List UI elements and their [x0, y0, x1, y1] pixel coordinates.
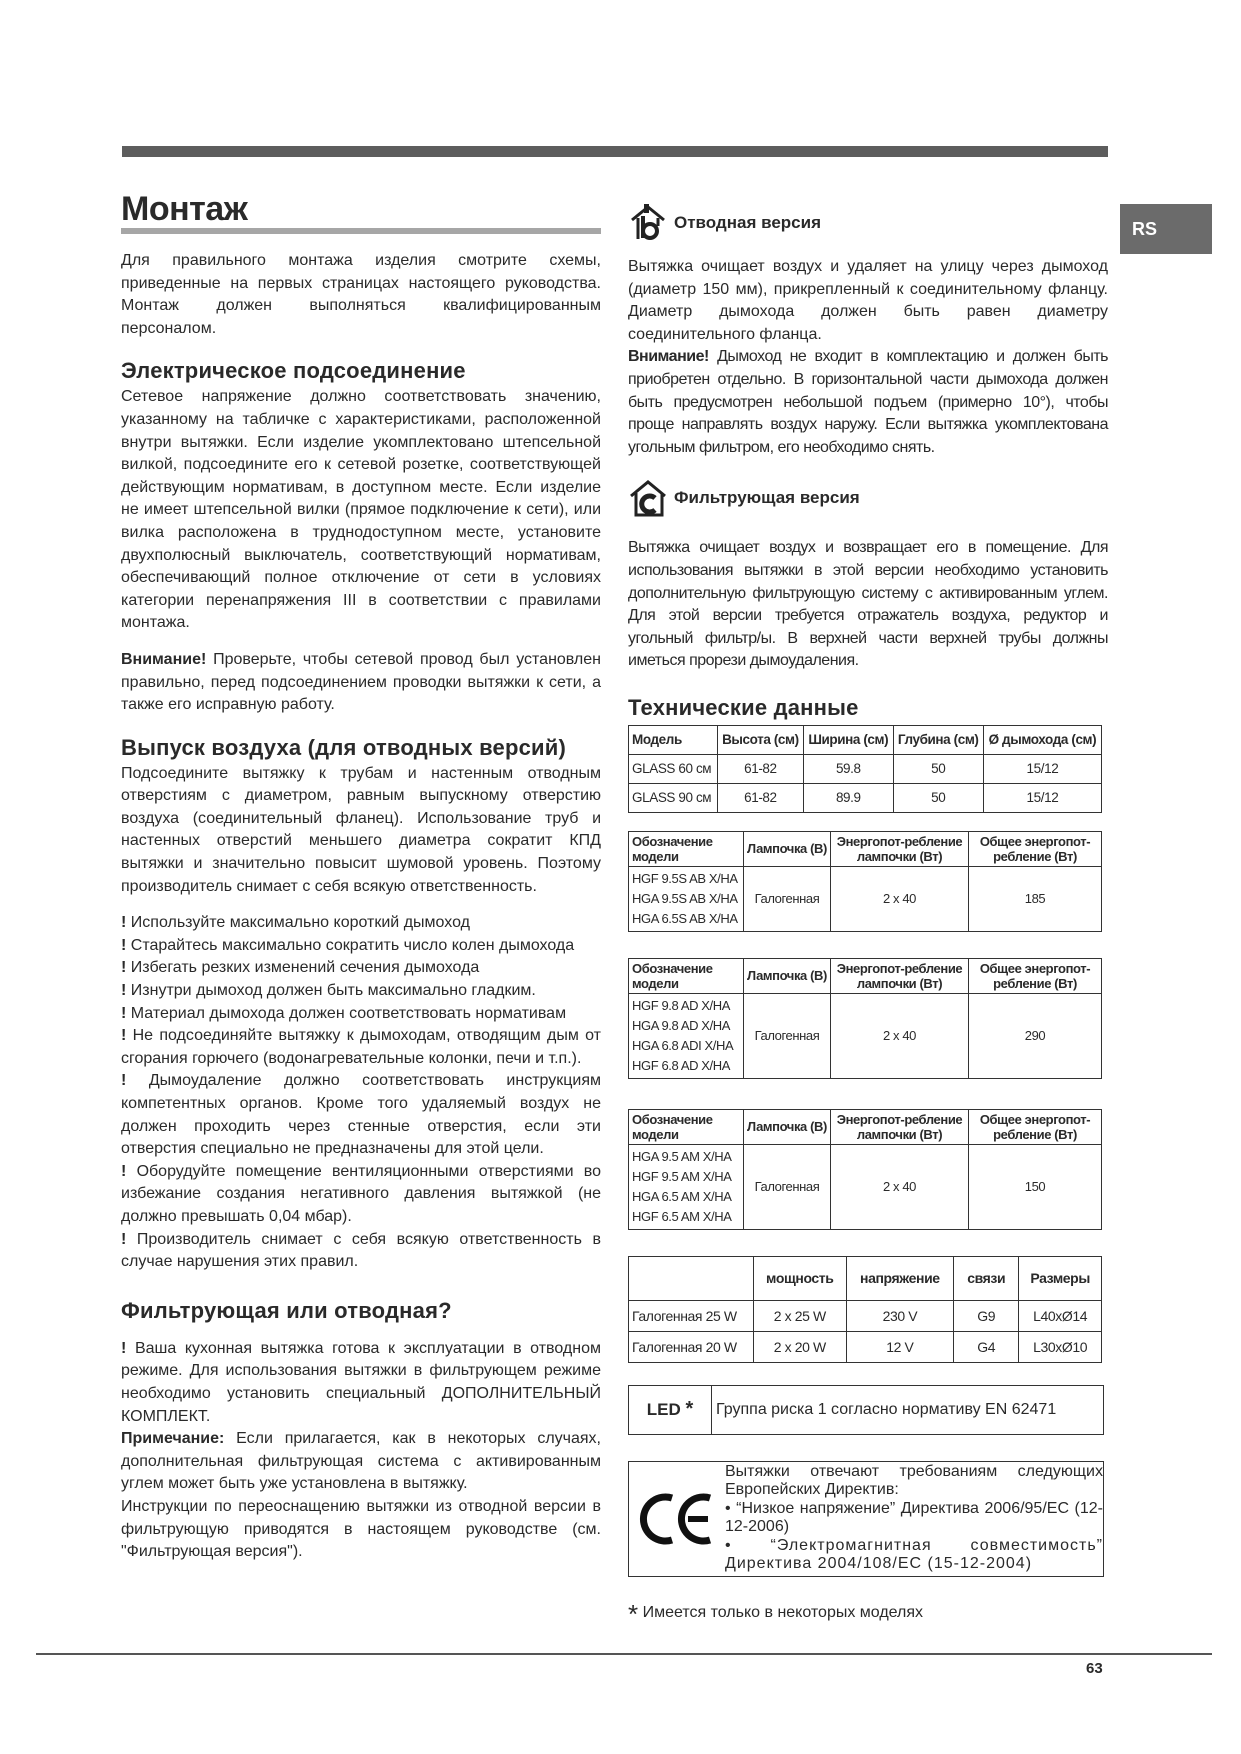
table-header-row: мощность напряжение связи Размеры: [629, 1256, 1102, 1300]
duct-version-icon: [628, 204, 668, 242]
table-row: Галогенная 20 W 2 x 20 W 12 V G4 L30xØ10: [629, 1331, 1102, 1362]
warning-item: ! Избегать резких изменений сечения дымохода: [121, 959, 480, 977]
electric-text: Сетевое напряжение должно соответствовать значению, указанному на табличке с характеристиками, расположенной внутри вытяжки. Если изделие укомплектовано штепсельной вилкой, подсоедините его к сетевой розетке, соответствующей действующим нормативам, в доступном месте. Если изделие не имеет штепсельной вилки (прямое подключение к сети), или вилка расположена в труднодоступном месте, установите двухполюсный выключатель, соответствующий нормативам, обеспечивающий полное отключение от сети в условиях категории перенапряжения III в соответствии с правилами монтажа.: [121, 388, 601, 632]
filter-text: Вытяжка очищает воздух и возвращает его в помещение. Для использования вытяжки в этой версии необходимо установить дополнительную фильтрующую систему с активированным углем. Для этой версии требуется отражатель воздуха, редуктор и угольный фильтр/ы. В верхней части верхней трубы должны иметься прорези дымоудаления.: [628, 539, 1108, 670]
table-row: HGA 9.5 AM X/HA HGF 9.5 AM X/HA HGA 6.5 AM X/HA HGF 6.5 AM X/HA Галогенная 2 x 40 150: [629, 1144, 1102, 1229]
language-tab: RS: [1120, 204, 1212, 254]
table-row: Галогенная 25 W 2 x 25 W 230 V G9 L40xØ14: [629, 1300, 1102, 1331]
filter-or-duct-heading: Фильтрующая или отводная?: [121, 1297, 452, 1323]
led-label: LED *: [629, 1386, 712, 1434]
warning-text: Проверьте, чтобы сетевой провод был установлен правильно, перед подсоединением проводки вытяжки к сети, а также его исправную работу.: [121, 650, 601, 714]
bulb-table: [628, 1256, 1102, 1363]
filter-or-duct-text: ! Ваша кухонная вытяжка готова к эксплуатации в отводном режиме. Для использования вытяжки в фильтрующем режиме необходимо установить специальный ДОПОЛНИТЕЛЬНЫЙ КОМПЛЕКТ.: [121, 1339, 601, 1425]
led-text: Группа риска 1 согласно нормативу EN 62471: [716, 1400, 1057, 1418]
footer-rule: [36, 1653, 1212, 1655]
right-column: [628, 204, 1108, 1630]
tech-heading: Технические данные: [628, 694, 859, 720]
table-row: HGF 9.5S AB X/HA HGA 9.5S AB X/HA HGA 6.5S AB X/HA Галогенная 2 x 40 185: [629, 866, 1102, 931]
table-header-row: Обозначение модели Лампочка (В) Энергопот-ребление лампочки (Вт) Общее энергопот-ребление (Вт): [629, 1109, 1102, 1144]
lamp-table-1: [628, 831, 1102, 932]
ce-mark-icon: [629, 1462, 725, 1576]
warnings-list: [121, 912, 601, 1274]
table-header-row: Обозначение модели Лампочка (В) Энергопот-ребление лампочки (Вт) Общее энергопот-ребление (Вт): [629, 831, 1102, 866]
intro-text: Для правильного монтажа изделия смотрите схемы, приведенные на первых страницах настоящего руководства. Монтаж должен выполняться квалифицированным персоналом.: [121, 252, 601, 337]
title-block: [121, 190, 601, 240]
duct-version-heading: Отводная версия: [628, 204, 1108, 242]
page-title: Монтаж: [121, 190, 248, 228]
filter-version-icon: [628, 479, 668, 517]
warning-item: ! Старайтесь максимально сократить число колен дымохода: [121, 936, 575, 954]
duct-warning: Внимание! Дымоход не входит в комплектацию и должен быть приобретен отдельно. В горизонтальной части дымохода должен быть предусмотрен небольшой подъем (примерно 10°), чтобы проще направлять воздух наружу. Если вытяжка укомплектована угольным фильтром, его необходимо снять.: [628, 348, 1108, 456]
warning-item: ! Изнутри дымоход должен быть максимально гладким.: [121, 982, 536, 1000]
warning-item: ! Материал дымохода должен соответствовать нормативам: [121, 1004, 567, 1022]
exhaust-text: Подсоедините вытяжку к трубам и настенным отводным отверстиям с диаметром, равным выпускному отверстию воздуха (соединительный фланец). Использование труб и настенных отверстий меньшего диаметра сократит КПД вытяжки и значительно повысит шумовой уровень. Поэтому производитель снимает с себя всякую ответственность.: [121, 764, 601, 895]
warning-item: ! Оборудуйте помещение вентиляционными отверстиями во избежание создания негативного давления вытяжкой (не должно превышать 0,04 мбар).: [121, 1162, 601, 1225]
retrofit-text: Инструкции по переоснащению вытяжки из отводной версии в фильтрующую приводятся в настоящем руководстве (см. "Фильтрующая версия").: [121, 1497, 601, 1561]
table-header-row: Обозначение модели Лампочка (В) Энергопот-ребление лампочки (Вт) Общее энергопот-ребление (Вт): [629, 958, 1102, 993]
lamp-table-3: [628, 1109, 1102, 1230]
ce-compliance-box: [628, 1461, 1104, 1577]
table-header-row: Модель Высота (см) Ширина (см) Глубина (см) Ø дымохода (см): [629, 725, 1102, 754]
table-row: HGF 9.8 AD X/HA HGA 9.8 AD X/HA HGA 6.8 ADI X/HA HGF 6.8 AD X/HA Галогенная 2 x 40 290: [629, 993, 1102, 1078]
warning-label: Внимание!: [121, 650, 207, 668]
table-row: GLASS 90 см 61-82 89.9 50 15/12: [629, 783, 1102, 812]
footnote: * Имеется только в некоторых моделях: [628, 1598, 924, 1629]
top-rule: [122, 146, 1108, 157]
left-column: [121, 190, 601, 1564]
warning-item: ! Не подсоединяйте вытяжку к дымоходам, отводящим дым от сгорания горючего (водонагревательные колонки, печи и т.п.).: [121, 1027, 601, 1067]
exhaust-heading: Выпуск воздуха (для отводных версий): [121, 734, 567, 760]
dimensions-table: [628, 725, 1102, 813]
electric-warning: [121, 649, 601, 717]
led-risk-box: [628, 1385, 1104, 1435]
table-row: GLASS 60 см 61-82 59.8 50 15/12: [629, 754, 1102, 783]
note-text: Примечание: Если прилагается, как в некоторых случаях, дополнительная фильтрующая система с активированным углем может быть уже установлена в вытяжку.: [121, 1430, 601, 1493]
page-number: 63: [1086, 1660, 1103, 1677]
ce-text: Вытяжки отвечают требованиям следующих Европейских Директив: • “Низкое напряжение” Директива 2006/95/EC (12-12-2006) • “Электромагнитная совместимость” Директива 2004/108/EC (15-12-2004): [725, 1462, 1103, 1573]
warning-item: ! Используйте максимально короткий дымоход: [121, 914, 470, 932]
electric-heading: Электрическое подсоединение: [121, 358, 466, 384]
duct-text: Вытяжка очищает воздух и удаляет на улицу через дымоход (диаметр 150 мм), прикрепленный к соединительному фланцу. Диаметр дымохода должен быть равен диаметру соединительного фланца.: [628, 258, 1108, 343]
warning-item: ! Дымоудаление должно соответствовать инструкциям компетентных органов. Кроме того удаляемый воздух не должен проходить через стенные отверстия, если эти отверстия специально не предназначены для этой цели.: [121, 1072, 602, 1158]
warning-item: ! Производитель снимает с себя всякую ответственность в случае нарушения этих правил.: [121, 1230, 601, 1271]
lamp-table-2: [628, 958, 1102, 1079]
filter-version-heading: Фильтрующая версия: [628, 479, 1108, 517]
